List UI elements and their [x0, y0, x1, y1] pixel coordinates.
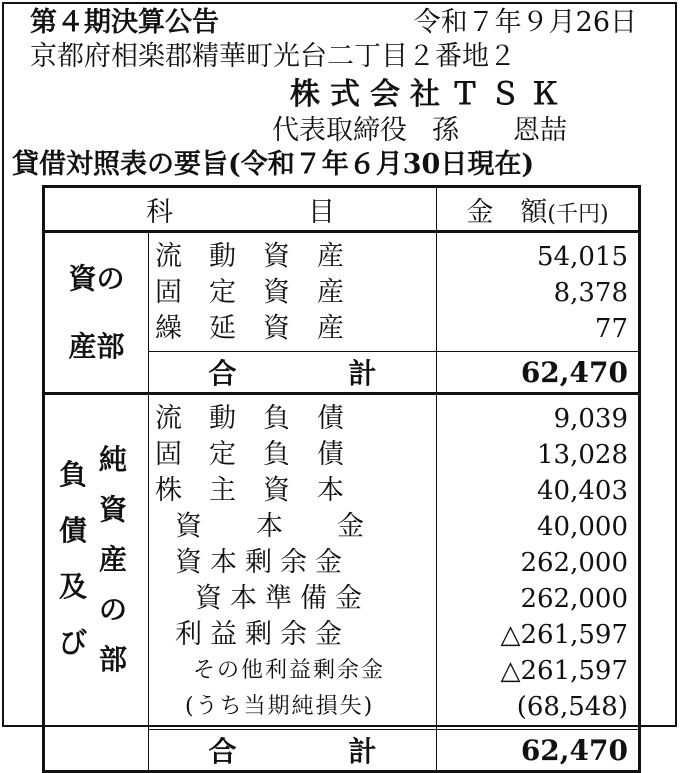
list-item-label: 固 定 資 産 [155, 277, 344, 308]
list-item-value: 40,403 [537, 476, 628, 506]
list-item-label: 固 定 負 債 [155, 439, 344, 470]
assets-category-top: 資の [68, 261, 125, 295]
list-item-label: 株 主 資 本 [155, 475, 344, 506]
liabilities-section [44, 394, 640, 730]
list-item-label: (うち当期純損失) [185, 694, 375, 719]
liabilities-values [437, 394, 640, 730]
category-char: 資 [99, 493, 128, 526]
category-char: 負 [59, 458, 88, 491]
category-char: 純 [99, 443, 128, 476]
notice-date: 令和７年９月26日 [413, 7, 637, 38]
list-item-value: 77 [594, 314, 628, 344]
list-item-value: 262,000 [520, 584, 628, 614]
company-address: 京都府相楽郡精華町光台二丁目２番地２ [30, 41, 516, 72]
balance-sheet-table [42, 185, 641, 773]
list-item-label: 資本準備金 [195, 583, 370, 614]
representative-name: 孫 恩喆 [432, 115, 567, 146]
assets-category [44, 232, 149, 394]
category-char: 産 [99, 543, 128, 576]
list-item-value: 262,000 [520, 548, 628, 578]
list-item-value: △261,597 [500, 656, 628, 686]
category-char: 及 [59, 570, 88, 603]
liabilities-labels [149, 394, 437, 730]
assets-category-bottom: 産部 [68, 329, 125, 363]
list-item-label: 資 本 金 [175, 511, 364, 542]
list-item-label: 流 動 資 産 [155, 241, 344, 272]
category-char: 部 [99, 643, 128, 676]
liabilities-category-col1 [59, 447, 93, 671]
notice-title: 第４期決算公告 [30, 7, 219, 38]
list-item-value: 13,028 [537, 440, 628, 470]
table-header-row [44, 187, 640, 232]
list-item-label: その他利益剰余金 [193, 658, 386, 683]
list-item-value: 8,378 [553, 278, 628, 308]
representative-title: 代表取締役 [272, 115, 407, 146]
summary-title: 貸借対照表の要旨(令和７年６月30日現在) [12, 149, 535, 180]
list-item-label: 流 動 負 債 [155, 403, 344, 434]
list-item-value: △261,597 [500, 620, 628, 650]
list-item-label: 資本剰余金 [175, 547, 350, 578]
header-item: 科 目 [44, 187, 437, 232]
list-item-value: 9,039 [553, 404, 628, 434]
category-char: 債 [59, 514, 88, 547]
list-item-value: (68,548) [516, 692, 628, 722]
company-name: 株式会社ＴＳＫ [290, 77, 570, 112]
assets-total-label: 合 計 [149, 352, 437, 394]
liabilities-category [44, 394, 149, 772]
header-unit: (千円) [547, 201, 609, 227]
list-item-value: 40,000 [537, 512, 628, 542]
category-char: の [99, 593, 128, 626]
assets-section [44, 232, 640, 352]
liabilities-total-value: 62,470 [437, 730, 640, 772]
list-item-value: 54,015 [537, 242, 628, 272]
liabilities-category-col2 [99, 435, 133, 685]
header-amount: 金 額 [466, 196, 548, 228]
liabilities-total-label: 合 計 [149, 730, 437, 772]
list-item-label: 利益剰余金 [175, 619, 350, 650]
assets-total-value: 62,470 [437, 352, 640, 394]
assets-values [437, 232, 640, 352]
category-char: び [59, 626, 88, 659]
assets-labels [149, 232, 437, 352]
list-item-label: 繰 延 資 産 [155, 313, 344, 344]
header-amount-cell [437, 187, 640, 232]
